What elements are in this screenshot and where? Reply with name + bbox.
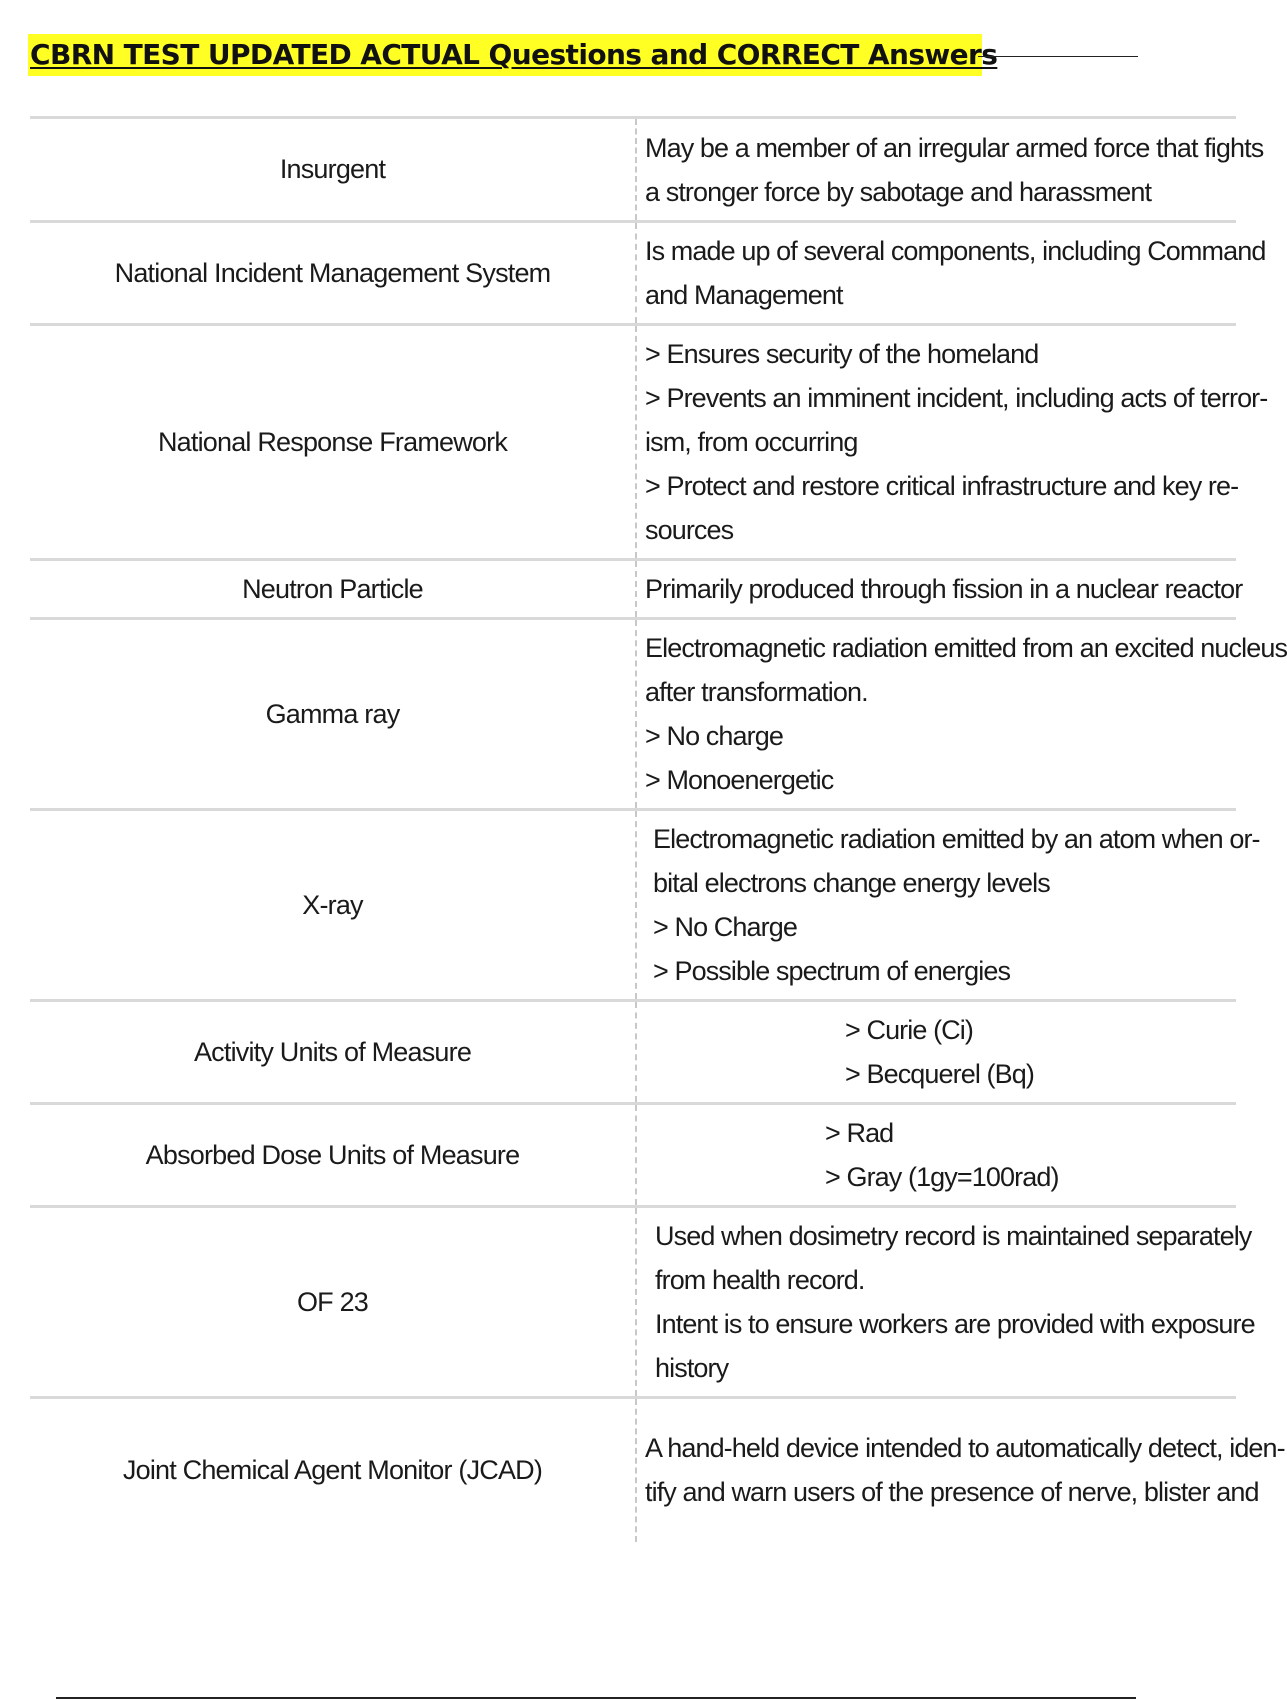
term-cell: Gamma ray: [30, 619, 636, 810]
definition-line: Intent is to ensure workers are provided with exposure: [655, 1309, 1255, 1339]
definition-cell: [636, 1104, 1236, 1207]
title-block: [28, 30, 1138, 84]
footer-rule: [56, 1697, 1136, 1699]
term-cell: Activity Units of Measure: [30, 1001, 636, 1104]
term-cell: Insurgent: [30, 118, 636, 222]
definition-line: A hand-held device intended to automatically detect, iden-: [645, 1433, 1285, 1464]
definition-cell: [636, 619, 1287, 810]
table-row: [30, 222, 1236, 325]
term-cell: National Response Framework: [30, 325, 636, 560]
definition-cell: [636, 118, 1264, 222]
definition-line: bital electrons change energy levels: [653, 868, 1050, 898]
definition-line: Is made up of several components, including Command: [645, 236, 1266, 266]
definition-cell: [636, 1207, 1255, 1398]
definition-cell: [636, 222, 1266, 325]
definition-line: Primarily produced through fission in a nuclear reactor: [645, 574, 1243, 604]
definition-line: > Gray (1gy=100rad): [825, 1162, 1059, 1192]
definition-cell: [636, 560, 1243, 619]
term-cell: X-ray: [30, 810, 636, 1001]
table-row: [30, 810, 1236, 1001]
definition-line: sources: [645, 515, 734, 545]
table-row: [30, 325, 1236, 560]
term-cell: OF 23: [30, 1207, 636, 1398]
definition-line: > Prevents an imminent incident, including acts of terror-: [645, 383, 1268, 413]
definition-line: > Curie (Ci): [845, 1015, 973, 1045]
definition-line: and Management: [645, 280, 843, 310]
term-cell: Absorbed Dose Units of Measure: [30, 1104, 636, 1207]
qa-table: [30, 116, 1287, 1542]
definition-line: ism, from occurring: [645, 427, 858, 457]
term-cell: National Incident Management System: [30, 222, 636, 325]
definition-line: > Rad: [825, 1118, 894, 1148]
definition-line: from health record.: [655, 1265, 865, 1295]
table-row: [30, 560, 1236, 619]
table-row: [30, 1104, 1236, 1207]
definition-cell: [636, 810, 1260, 1001]
definition-line: a stronger force by sabotage and harassment: [645, 176, 1152, 207]
definition-line: > Protect and restore critical infrastructure and key re-: [645, 471, 1239, 501]
term-cell: Joint Chemical Agent Monitor (JCAD): [30, 1398, 636, 1542]
definition-line: > Monoenergetic: [645, 765, 834, 795]
table-row: [30, 1001, 1236, 1104]
definition-line: > No charge: [645, 721, 783, 751]
definition-cell: [636, 1398, 1285, 1542]
term-cell: Neutron Particle: [30, 560, 636, 619]
definition-cell: [636, 325, 1268, 560]
definition-line: after transformation.: [645, 677, 868, 707]
definition-line: Electromagnetic radiation emitted by an atom when or-: [653, 824, 1260, 854]
definition-line: > Ensures security of the homeland: [645, 339, 1039, 369]
table-row: [30, 118, 1236, 222]
definition-line: Used when dosimetry record is maintained separately: [655, 1221, 1252, 1251]
title-rule: [978, 56, 1138, 57]
definition-cell: [636, 1001, 1236, 1104]
document-title: CBRN TEST UPDATED ACTUAL Questions and CORRECT Answers: [28, 34, 982, 76]
table-row: [30, 1398, 1236, 1542]
definition-line: > Possible spectrum of energies: [653, 956, 1011, 986]
definition-line: Electromagnetic radiation emitted from an excited nucleus: [645, 633, 1287, 663]
definition-line: > Becquerel (Bq): [845, 1059, 1034, 1089]
definition-line: > No Charge: [653, 912, 797, 942]
table-row: [30, 619, 1236, 810]
table-row: [30, 1207, 1236, 1398]
definition-line: history: [655, 1353, 729, 1383]
definition-line: May be a member of an irregular armed force that fights: [645, 132, 1264, 163]
definition-line: tify and warn users of the presence of nerve, blister and: [645, 1477, 1259, 1508]
